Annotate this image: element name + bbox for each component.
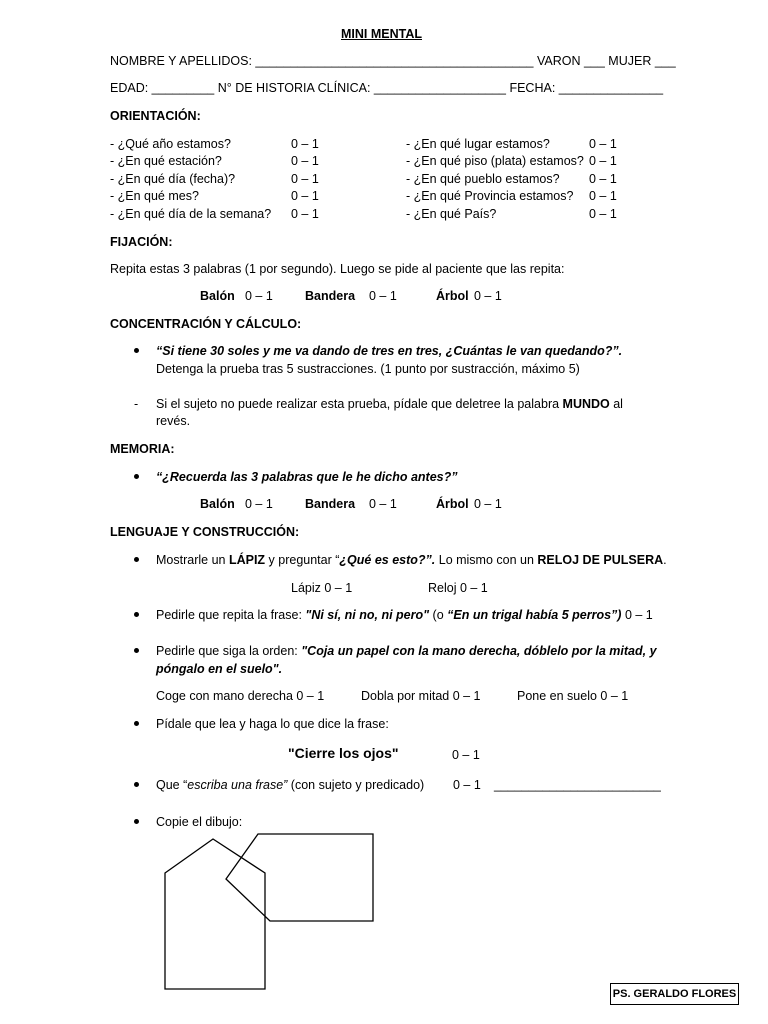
orientation-score: 0 – 1 <box>291 137 319 151</box>
orientation-score: 0 – 1 <box>291 172 319 186</box>
lenguaje-item-write: Que “escriba una frase” (con sujeto y predicado) <box>156 778 425 792</box>
write-score: 0 – 1 <box>453 778 481 792</box>
lenguaje-item-copy: Copie el dibujo: <box>156 815 243 829</box>
calculo-note: Detenga la prueba tras 5 sustracciones. (1 punto por sustracción, máximo 5) <box>156 362 580 376</box>
orientation-score: 0 – 1 <box>589 154 617 168</box>
calculo-quote: “Si tiene 30 soles y me va dando de tres en tres, ¿Cuántas le van quedando?”. <box>156 344 623 358</box>
orientation-question: - ¿En qué Provincia estamos? <box>406 189 574 203</box>
lenguaje-heading: LENGUAJE Y CONSTRUCCIÓN: <box>110 525 300 539</box>
pentagon-right-shape <box>226 834 373 921</box>
orientation-score: 0 – 1 <box>291 207 319 221</box>
orientation-score: 0 – 1 <box>589 189 617 203</box>
mundo-word: MUNDO <box>562 397 610 411</box>
word-score: 0 – 1 <box>245 289 273 303</box>
orientation-score: 0 – 1 <box>291 154 319 168</box>
word-score: 0 – 1 <box>369 497 397 511</box>
orientation-question: - ¿En qué País? <box>406 207 497 221</box>
word-label: Bandera <box>305 497 356 511</box>
lapiz-score: Lápiz 0 – 1 <box>291 581 353 595</box>
pone-score: Pone en suelo 0 – 1 <box>517 689 629 703</box>
word-score: 0 – 1 <box>369 289 397 303</box>
lenguaje-item-order-cont: póngalo en el suelo". <box>156 662 283 676</box>
coge-score: Coge con mano derecha 0 – 1 <box>156 689 325 703</box>
dobla-score: Dobla por mitad 0 – 1 <box>361 689 481 703</box>
word-label: Balón <box>200 497 235 511</box>
lenguaje-item-objects: Mostrarle un LÁPIZ y preguntar “¿Qué es esto?”. Lo mismo con un RELOJ DE PULSERA. <box>156 553 667 567</box>
orientation-question: - ¿En qué lugar estamos? <box>406 137 550 151</box>
orientation-question: - ¿En qué día (fecha)? <box>110 172 236 186</box>
orientation-score: 0 – 1 <box>589 207 617 221</box>
orientation-question: - ¿En qué piso (plata) estamos? <box>406 154 584 168</box>
calculo-heading: CONCENTRACIÓN Y CÁLCULO: <box>110 317 302 331</box>
lenguaje-item-order: Pedirle que siga la orden: "Coja un papel con la mano derecha, dóblelo por la mitad, y <box>156 644 657 658</box>
calculo-alternative-cont: revés. <box>156 414 191 428</box>
orientation-question: - ¿En qué estación? <box>110 154 222 168</box>
word-label: Árbol <box>436 289 469 303</box>
cierre-los-ojos: "Cierre los ojos" <box>288 745 399 761</box>
orientation-score: 0 – 1 <box>291 189 319 203</box>
reloj-score: Reloj 0 – 1 <box>428 581 488 595</box>
cierre-score: 0 – 1 <box>452 748 480 762</box>
orientation-question: - ¿Qué año estamos? <box>110 137 231 151</box>
word-label: Bandera <box>305 289 356 303</box>
word-label: Árbol <box>436 497 469 511</box>
calculo-alternative: Si el sujeto no puede realizar esta prueba, pídale que deletree la palabra MUNDO al <box>156 397 623 411</box>
memoria-quote: “¿Recuerda las 3 palabras que le he dicho antes?” <box>156 470 458 484</box>
page-title: MINI MENTAL <box>341 27 423 41</box>
orientation-score: 0 – 1 <box>589 172 617 186</box>
name-sex-line: NOMBRE Y APELLIDOS: ________________________________________ VARON ___ MUJER ___ <box>110 54 676 68</box>
write-answer-line: ________________________ <box>494 778 661 792</box>
signature-box: PS. GERALDO FLORES <box>610 983 739 1005</box>
lenguaje-item-read: Pídale que lea y haga lo que dice la frase: <box>156 717 389 731</box>
fijacion-instruction: Repita estas 3 palabras (1 por segundo). Luego se pide al paciente que las repita: <box>110 262 565 276</box>
word-score: 0 – 1 <box>245 497 273 511</box>
word-label: Balón <box>200 289 235 303</box>
pentagon-left-shape <box>165 839 265 989</box>
orientation-question: - ¿En qué día de la semana? <box>110 207 272 221</box>
orientation-score: 0 – 1 <box>589 137 617 151</box>
age-history-date-line: EDAD: _________ N° DE HISTORIA CLÍNICA: ___________________ FECHA: _______________ <box>110 81 664 95</box>
memoria-heading: MEMORIA: <box>110 442 175 456</box>
orientation-question: - ¿En qué mes? <box>110 189 199 203</box>
dash: - <box>134 397 139 411</box>
fijacion-heading: FIJACIÓN: <box>110 235 173 249</box>
lenguaje-item-repeat: Pedirle que repita la frase: "Ni sí, ni no, ni pero" (o “En un trigal había 5 perros”) 0 – 1 <box>156 608 653 622</box>
word-score: 0 – 1 <box>474 497 502 511</box>
orientation-question: - ¿En qué pueblo estamos? <box>406 172 560 186</box>
word-score: 0 – 1 <box>474 289 502 303</box>
orientation-heading: ORIENTACIÓN: <box>110 109 201 123</box>
